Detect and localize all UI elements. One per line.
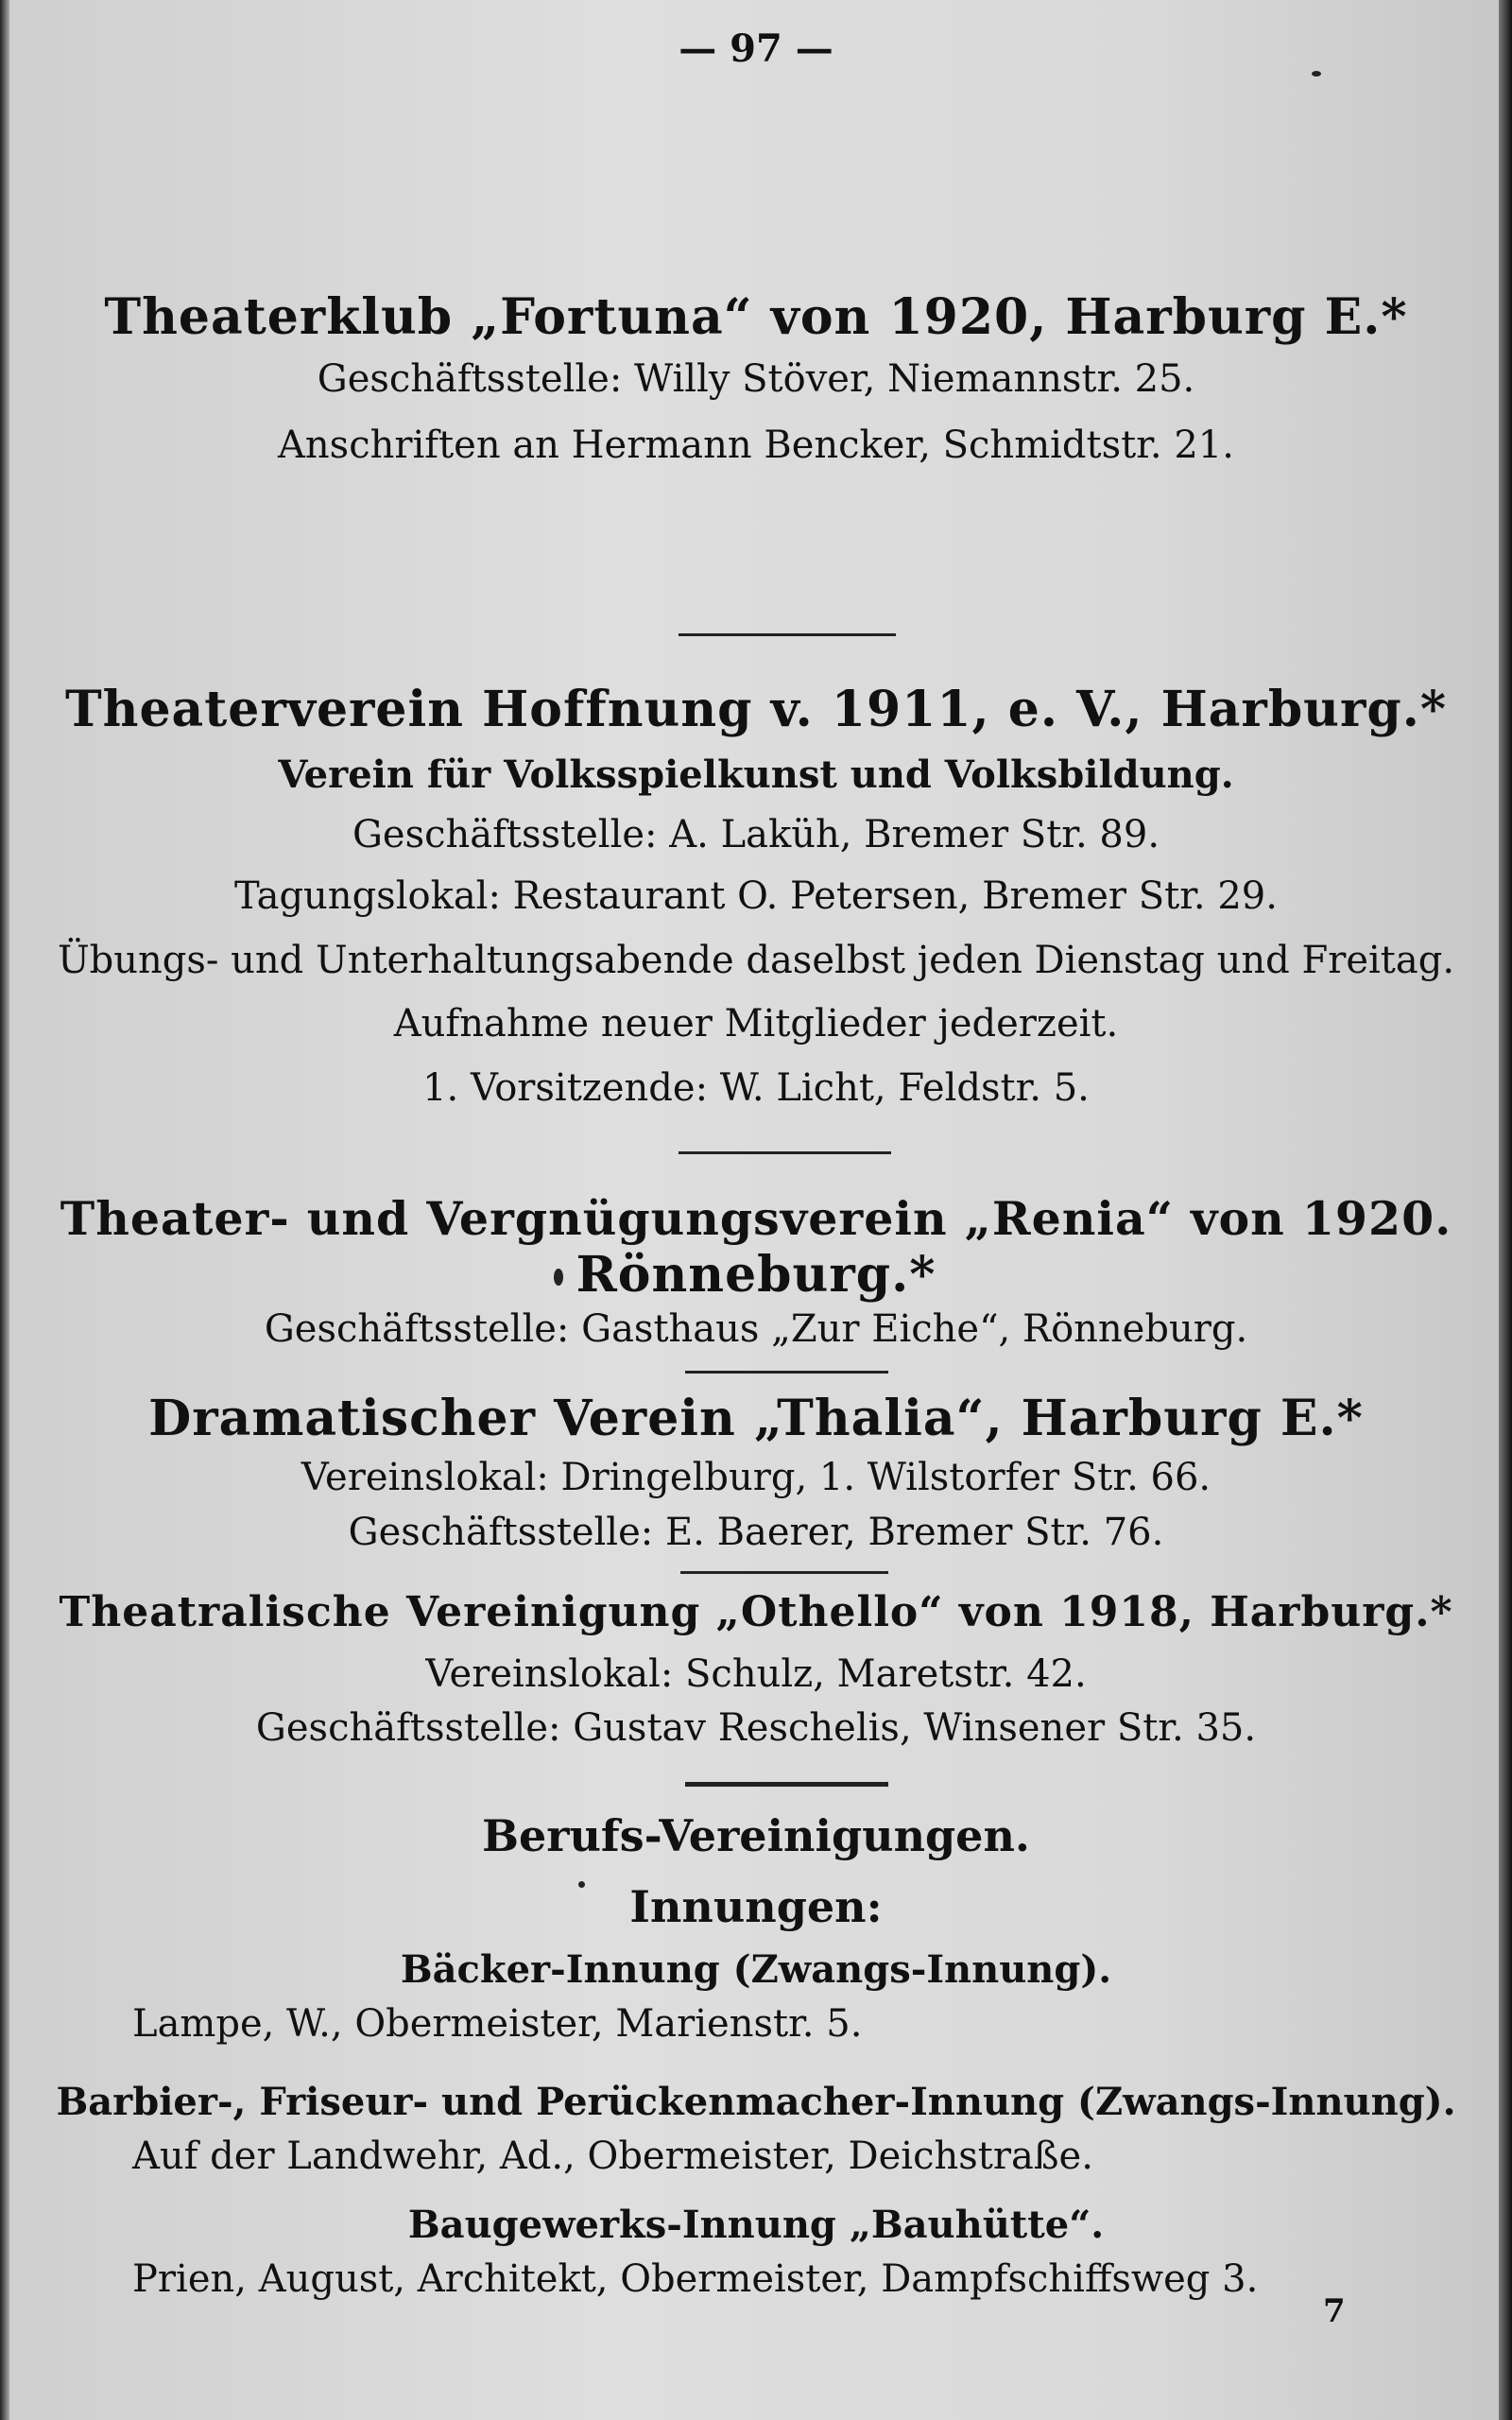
guild-detail: Prien, August, Architekt, Obermeister, Dampfschiffsweg 3.: [132, 2257, 1259, 2301]
paper-speck: [578, 1881, 585, 1888]
page-number: — 97 —: [679, 26, 833, 71]
guild-name: Barbier-, Friseur- und Perückenmacher-Innung (Zwangs-Innung).: [56, 2080, 1456, 2124]
divider: [680, 1571, 888, 1574]
guild-name: Baugewerks-Innung „Bauhütte“.: [407, 2203, 1105, 2247]
guild-name: Bäcker-Innung (Zwangs-Innung).: [400, 1947, 1112, 1992]
club-detail: 1. Vorsitzende: W. Licht, Feldstr. 5.: [422, 1066, 1090, 1110]
club-name: Theaterklub „Fortuna“ von 1920, Harburg E.*: [104, 288, 1408, 346]
club-detail: Tagungslokal: Restaurant O. Petersen, Bremer Str. 29.: [234, 874, 1278, 918]
club-detail: Geschäftsstelle: Willy Stöver, Niemannstr. 25.: [317, 357, 1195, 401]
paper-speck: [1312, 71, 1321, 77]
club-detail: Geschäftsstelle: Gustav Reschelis, Winsener Str. 35.: [255, 1706, 1257, 1750]
club-detail: Geschäftsstelle: A. Laküh, Bremer Str. 89.: [352, 813, 1160, 856]
divider: [685, 1371, 888, 1374]
club-detail: Vereinslokal: Dringelburg, 1. Wilstorfer Str. 66.: [301, 1456, 1211, 1499]
divider: [679, 633, 896, 636]
guild-detail: Auf der Landwehr, Ad., Obermeister, Deichstraße.: [132, 2135, 1093, 2178]
divider: [679, 1151, 891, 1154]
club-detail: Geschäftsstelle: E. Baerer, Bremer Str. 76.: [348, 1511, 1164, 1554]
club-name: Theater- und Vergnügungsverein „Renia“ von 1920.: [60, 1191, 1452, 1246]
club-name: Theatralische Vereinigung „Othello“ von 1918, Harburg.*: [59, 1588, 1453, 1636]
club-subtitle: Verein für Volksspielkunst und Volksbildung.: [278, 752, 1234, 797]
club-name-line2: Rönneburg.*: [576, 1246, 936, 1304]
club-detail: Übungs- und Unterhaltungsabende daselbst jeden Dienstag und Freitag.: [57, 939, 1455, 982]
club-detail: Aufnahme neuer Mitglieder jederzeit.: [393, 1002, 1119, 1046]
section-title: Berufs-Vereinigungen.: [482, 1810, 1030, 1861]
section-divider: [685, 1782, 888, 1787]
signature-mark: 7: [1323, 2292, 1346, 2330]
guild-detail: Lampe, W., Obermeister, Marienstr. 5.: [132, 2002, 863, 2046]
club-detail: Anschriften an Hermann Bencker, Schmidtstr. 21.: [278, 424, 1234, 467]
club-detail: Vereinslokal: Schulz, Maretstr. 42.: [425, 1652, 1087, 1696]
paper-speck: [554, 1269, 563, 1286]
section-subtitle: Innungen:: [629, 1881, 883, 1932]
club-name: Dramatischer Verein „Thalia“, Harburg E.*: [148, 1390, 1364, 1447]
club-name: Theaterverein Hoffnung v. 1911, e. V., Harburg.*: [64, 681, 1448, 738]
club-detail: Geschäftsstelle: Gasthaus „Zur Eiche“, Rönneburg.: [264, 1307, 1248, 1351]
